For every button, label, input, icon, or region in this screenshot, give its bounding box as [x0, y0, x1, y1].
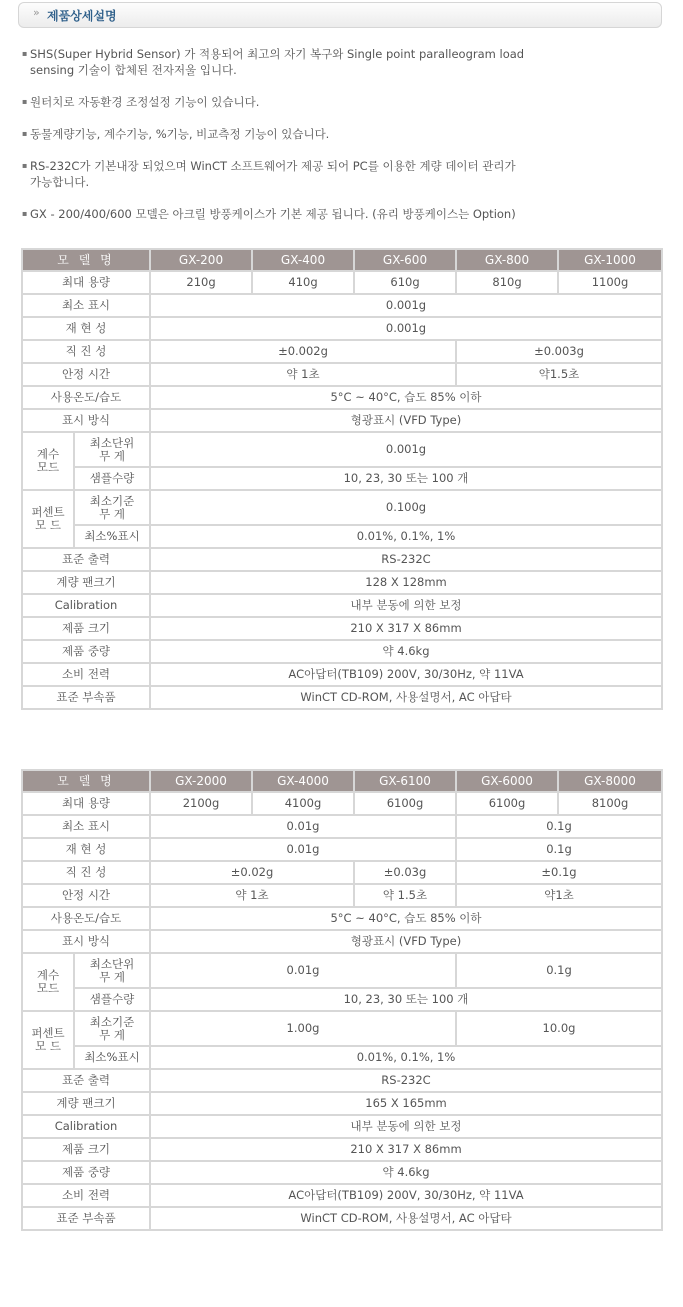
table-cell: 0.01g — [150, 953, 456, 988]
row-label: 제품 중량 — [22, 640, 150, 663]
table-cell: 210g — [150, 271, 252, 294]
table-cell: ±0.003g — [456, 340, 662, 363]
table-row — [22, 271, 662, 294]
table-cell: 0.01%, 0.1%, 1% — [150, 525, 662, 548]
row-group-label: 계수 모드 — [22, 432, 74, 490]
table-cell: 1100g — [558, 271, 662, 294]
table-cell: 0.001g — [150, 317, 662, 340]
row-label: Calibration — [22, 1115, 150, 1138]
table-cell: ±0.03g — [354, 861, 456, 884]
row-group-label: 퍼센트 모 드 — [22, 1011, 74, 1069]
row-label: 직 진 성 — [22, 340, 150, 363]
feature-item: ▪ RS-232C가 기본내장 되었으며 WinCT 소프트웨어가 제공 되어 PC를 이용한 계량 데이터 관리가 가능합니다. — [22, 158, 662, 190]
table-row — [22, 432, 662, 467]
row-label: 최소기준 무 게 — [74, 1011, 150, 1046]
table-cell: 0.100g — [150, 490, 662, 525]
row-label: 계량 팬크기 — [22, 1092, 150, 1115]
table-cell: 4100g — [252, 792, 354, 815]
table-cell: 약1초 — [456, 884, 662, 907]
table-row — [22, 525, 662, 548]
row-label: 최소%표시 — [74, 1046, 150, 1069]
table-header-cell: GX-6000 — [456, 770, 558, 792]
table-cell: 내부 분동에 의한 보정 — [150, 1115, 662, 1138]
feature-item: ▪ 동물계량기능, 계수기능, %기능, 비교측정 기능이 있습니다. — [22, 126, 662, 142]
table-row — [22, 1092, 662, 1115]
table-row — [22, 1069, 662, 1092]
row-label: 재 현 성 — [22, 838, 150, 861]
row-label: 표준 출력 — [22, 1069, 150, 1092]
table-header-cell: 모 델 명 — [22, 770, 150, 792]
table-cell: 610g — [354, 271, 456, 294]
table-row — [22, 884, 662, 907]
section-title: 제품상세설명 — [47, 9, 117, 23]
table-cell: ±0.02g — [150, 861, 354, 884]
table-row — [22, 953, 662, 988]
table-row — [22, 815, 662, 838]
table-row — [22, 594, 662, 617]
row-label: 최소단위 무 게 — [74, 953, 150, 988]
table-header-cell: GX-4000 — [252, 770, 354, 792]
table-row — [22, 340, 662, 363]
row-label: 표준 부속품 — [22, 686, 150, 709]
table-row — [22, 548, 662, 571]
table-row — [22, 1138, 662, 1161]
table-cell: 약 1.5초 — [354, 884, 456, 907]
table-row — [22, 363, 662, 386]
row-label: 샘플수량 — [74, 467, 150, 490]
table-cell: 10, 23, 30 또는 100 개 — [150, 988, 662, 1011]
table-row — [22, 1207, 662, 1230]
table-row — [22, 640, 662, 663]
table-cell: 10.0g — [456, 1011, 662, 1046]
table-row — [22, 1161, 662, 1184]
table-row — [22, 617, 662, 640]
row-label: 직 진 성 — [22, 861, 150, 884]
table-header-row — [22, 249, 662, 271]
table-cell: ±0.002g — [150, 340, 456, 363]
chevron-right-icon: » — [33, 6, 40, 19]
table-row — [22, 467, 662, 490]
table-cell: 165 X 165mm — [150, 1092, 662, 1115]
table-cell: 0.1g — [456, 838, 662, 861]
table-row — [22, 386, 662, 409]
spec-table-2 — [21, 769, 663, 1231]
row-label: 소비 전력 — [22, 1184, 150, 1207]
row-label: 최소%표시 — [74, 525, 150, 548]
table-row — [22, 571, 662, 594]
table-header-cell: GX-1000 — [558, 249, 662, 271]
row-label: 제품 크기 — [22, 617, 150, 640]
table-header-cell: GX-800 — [456, 249, 558, 271]
table-cell: AC아답터(TB109) 200V, 30/30Hz, 약 11VA — [150, 1184, 662, 1207]
row-label: 최대 용량 — [22, 792, 150, 815]
table-cell: 형광표시 (VFD Type) — [150, 930, 662, 953]
table-row — [22, 294, 662, 317]
table-header-cell: GX-8000 — [558, 770, 662, 792]
table-cell: RS-232C — [150, 1069, 662, 1092]
table-row — [22, 686, 662, 709]
table-row — [22, 1046, 662, 1069]
table-cell: 5°C ~ 40°C, 습도 85% 이하 — [150, 386, 662, 409]
table-cell: 약1.5초 — [456, 363, 662, 386]
table-header-cell: GX-600 — [354, 249, 456, 271]
table-header-cell: GX-6100 — [354, 770, 456, 792]
table-cell: 0.001g — [150, 432, 662, 467]
table-cell: 8100g — [558, 792, 662, 815]
table-header-cell: 모 델 명 — [22, 249, 150, 271]
section-header — [18, 2, 662, 28]
table-cell: 6100g — [354, 792, 456, 815]
row-label: 표시 방식 — [22, 930, 150, 953]
table-cell: 0.001g — [150, 294, 662, 317]
table-cell: 약 1초 — [150, 363, 456, 386]
row-label: 최소단위 무 게 — [74, 432, 150, 467]
feature-item: ▪ 원터치로 자동환경 조정설정 기능이 있습니다. — [22, 94, 662, 110]
table-row — [22, 930, 662, 953]
table-cell: 약 4.6kg — [150, 1161, 662, 1184]
table-cell: 약 1초 — [150, 884, 354, 907]
table-cell: WinCT CD-ROM, 사용설명서, AC 아답타 — [150, 686, 662, 709]
table-cell: 약 4.6kg — [150, 640, 662, 663]
row-group-label: 계수 모드 — [22, 953, 74, 1011]
table-cell: 0.01g — [150, 815, 456, 838]
row-label: 제품 중량 — [22, 1161, 150, 1184]
row-label: Calibration — [22, 594, 150, 617]
row-label: 샘플수량 — [74, 988, 150, 1011]
table-cell: 1.00g — [150, 1011, 456, 1046]
table-header-row — [22, 770, 662, 792]
table-cell: RS-232C — [150, 548, 662, 571]
feature-item: ▪ SHS(Super Hybrid Sensor) 가 적용되어 최고의 자기 복구와 Single point paralleogram load sensing 기술이 합체된 전자저울 입니다. — [22, 46, 662, 78]
table-cell: 2100g — [150, 792, 252, 815]
table-row — [22, 490, 662, 525]
row-label: 제품 크기 — [22, 1138, 150, 1161]
table-cell: ±0.1g — [456, 861, 662, 884]
row-label: 최소기준 무 게 — [74, 490, 150, 525]
table-row — [22, 409, 662, 432]
table-header-cell: GX-2000 — [150, 770, 252, 792]
table-cell: WinCT CD-ROM, 사용설명서, AC 아답타 — [150, 1207, 662, 1230]
table-header-cell: GX-200 — [150, 249, 252, 271]
row-label: 안정 시간 — [22, 884, 150, 907]
table-row — [22, 663, 662, 686]
spec-table-1 — [21, 248, 663, 710]
row-label: 최대 용량 — [22, 271, 150, 294]
table-cell: 128 X 128mm — [150, 571, 662, 594]
feature-item: ▪ GX - 200/400/600 모델은 아크릴 방풍케이스가 기본 제공 됩니다. (유리 방풍케이스는 Option) — [22, 206, 662, 222]
table-cell: 0.1g — [456, 815, 662, 838]
table-row — [22, 838, 662, 861]
table-row — [22, 861, 662, 884]
row-label: 소비 전력 — [22, 663, 150, 686]
feature-list — [22, 46, 662, 238]
table-row — [22, 317, 662, 340]
table-cell: 810g — [456, 271, 558, 294]
table-row — [22, 988, 662, 1011]
row-label: 사용온도/습도 — [22, 907, 150, 930]
row-label: 최소 표시 — [22, 815, 150, 838]
table-cell: 내부 분동에 의한 보정 — [150, 594, 662, 617]
table-row — [22, 1115, 662, 1138]
table-cell: 6100g — [456, 792, 558, 815]
table-row — [22, 792, 662, 815]
row-label: 표준 부속품 — [22, 1207, 150, 1230]
table-header-cell: GX-400 — [252, 249, 354, 271]
table-cell: AC아답터(TB109) 200V, 30/30Hz, 약 11VA — [150, 663, 662, 686]
table-cell: 210 X 317 X 86mm — [150, 1138, 662, 1161]
table-row — [22, 1184, 662, 1207]
row-label: 최소 표시 — [22, 294, 150, 317]
table-row — [22, 1011, 662, 1046]
row-label: 재 현 성 — [22, 317, 150, 340]
table-cell: 0.1g — [456, 953, 662, 988]
row-label: 안정 시간 — [22, 363, 150, 386]
table-row — [22, 907, 662, 930]
table-cell: 0.01%, 0.1%, 1% — [150, 1046, 662, 1069]
row-label: 표시 방식 — [22, 409, 150, 432]
row-label: 계량 팬크기 — [22, 571, 150, 594]
table-cell: 410g — [252, 271, 354, 294]
table-cell: 0.01g — [150, 838, 456, 861]
row-label: 표준 출력 — [22, 548, 150, 571]
row-label: 사용온도/습도 — [22, 386, 150, 409]
table-cell: 210 X 317 X 86mm — [150, 617, 662, 640]
table-cell: 5°C ~ 40°C, 습도 85% 이하 — [150, 907, 662, 930]
row-group-label: 퍼센트 모 드 — [22, 490, 74, 548]
table-cell: 10, 23, 30 또는 100 개 — [150, 467, 662, 490]
table-cell: 형광표시 (VFD Type) — [150, 409, 662, 432]
